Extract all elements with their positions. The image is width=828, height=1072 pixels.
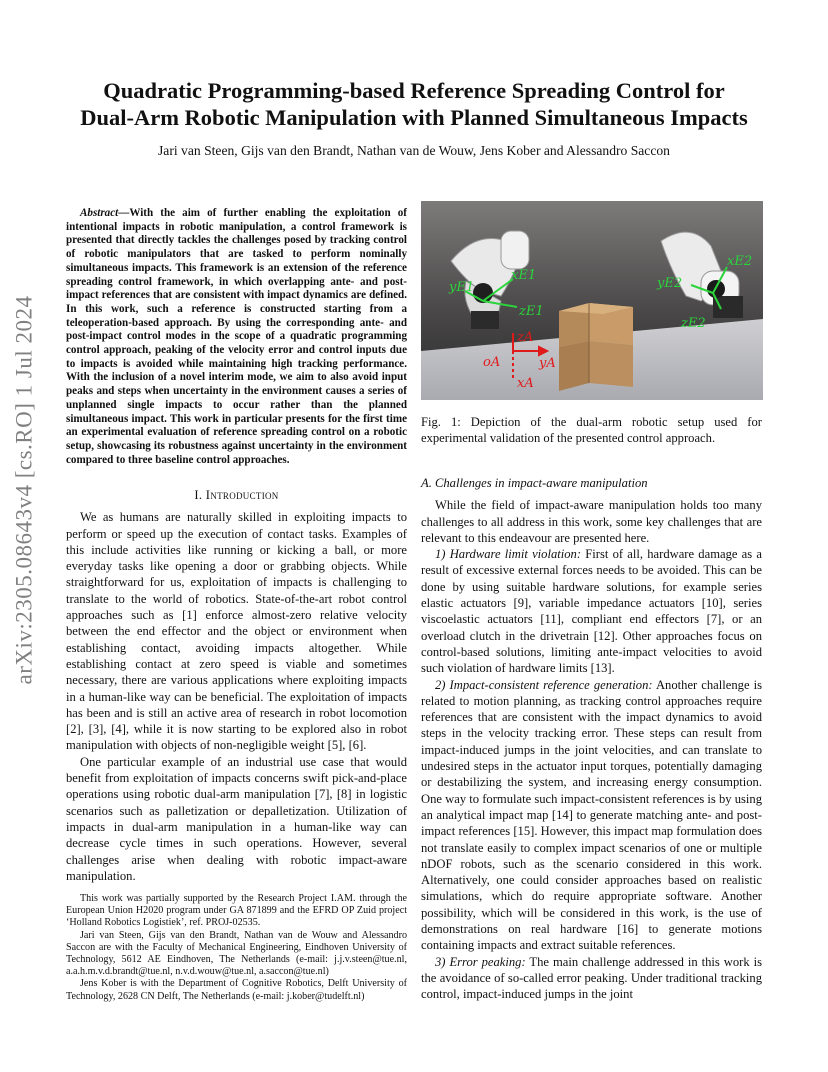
paragraph-heading: 1) Hardware limit violation: [435,547,582,562]
challenges-intro-paragraph: While the field of impact-aware manipulation holds too many challenges to all address in this work, some key challenges that are relevant to this endeavour are presented here. [421,498,762,545]
footnotes [66,893,407,1003]
section-heading [66,487,407,503]
label-zE1: zE1 [519,304,544,319]
figure-robot-setup [421,201,763,400]
introduction-section [66,487,407,884]
label-yA: yA [539,356,556,371]
title-line-2: Dual-Arm Robotic Manipulation with Planned Simultaneous Impacts [80,105,748,130]
figure-caption: Fig. 1: Depiction of the dual-arm robotic setup used for experimental validation of the presented control approach. [421,415,762,446]
paragraph-heading: 2) Impact-consistent reference generation: [435,677,653,692]
label-xA: xA [517,376,534,391]
cardboard-boxes [559,303,633,391]
arxiv-stamp [10,295,40,685]
footnote-affiliation-tue: Jari van Steen, Gijs van den Brandt, Nathan van de Wouw and Alessandro Saccon are with the Faculty of Mechanical Engineering, Eindhoven University of Technology, 5612 AE Eindhoven, The Netherlands (e-mail: j.j.v.steen@tue.nl, a.a.h.m.v.d.brandt@tue.nl, n.v.d.wouw@tue.nl, a.saccon@tue.nl) [66,929,407,978]
label-zE2: zE2 [681,316,706,331]
challenges-section [421,475,762,1003]
label-yE2: yE2 [657,276,683,291]
intro-paragraph-2: One particular example of an industrial use case that would benefit from exploitation of impacts concerns swift pick-and-place operations using robotic dual-arm manipulation [7], [8] in logistic scenarios such as palletization or depalletization. Utilization of impacts in dual-arm manipulation in a human-like way can decrease cycle times in such operations. However, several challenges arise when dealing with robotic impact-aware manipulation. [66,754,407,883]
intro-paragraph-1: We as humans are naturally skilled in exploiting impacts to perform or speed up the execution of contact tasks. Examples of this include activities like running or kicking a ball, or more everyday tasks like opening a door or grabbing objects. While straightforward for us, exploitation of impacts is challenging to translate to the world of robotics. State-of-the-art robot control approaches such as [1] enforce almost-zero relative velocity between the end effector and the object or environment when establishing contact, avoiding impacts altogether. While establishing contact at zero speed is viable and sometimes necessary, there are various applications where exploiting impacts in a human-like way can be beneficial. The exploitation of impacts has been and is still an active area of research in robot locomotion [2], [3], [4], while it is now starting to be explored also in robot manipulation with objects of non-negligible weight [5], [6]. [66,510,407,753]
label-xE2: xE2 [727,254,753,269]
section-title: Introduction [205,488,279,502]
abstract-label: Abstract [80,207,119,219]
paragraph-text: First of all, hardware damage as a result of excessive external forces needs to be avoided. This can be done by using suitable hardware solutions, for example series elastic actuators [9], variable impedance actuators [10], series viscoelastic actuators [11], compliant end effectors [7], or an overload clutch in the drivetrain [12]. Other approaches focus on control-based solutions, limiting ante-impact velocities to avoid such violation of hardware limits [13]. [421,547,762,676]
hardware-limit-paragraph [421,546,762,676]
paragraph-text: The main challenge addressed in this work is the avoidance of so-called error peaking. Under traditional tracking control, impact-induced jumps in the joint [421,954,762,1002]
reference-generation-paragraph [421,677,762,954]
subsection-heading: A. Challenges in impact-aware manipulation [421,476,648,490]
paper-title [50,77,778,131]
paragraph-text: Another challenge is related to motion planning, as tracking control approaches require references that are consistent with the impact dynamics to avoid steps in the velocity tracking error. These steps can result from impact-induced jumps in the joint velocities, and can translate to undesired steps in the actuator input torques, potentially damaging or destabilizing the system, and increasing energy consumption. One way to formulate such impact-consistent references is by using an analytical impact map [14] to generate matching ante- and post-impact references [15]. However, this impact map formulation does not translate easily to complex impact scenarios of one or multiple nDOF robots, such as the scenario considered in this work. Alternatively, one could consider approaches based on realistic simulations, which do require appropriate software. Another possibility, which will be considered in this work, is the use of demonstrations on real hardware [16] to generate motions containing impacts and extract suitable references. [421,677,763,953]
abstract [66,207,407,467]
paragraph-heading: 3) Error peaking: [435,954,526,969]
abstract-text: —With the aim of further enabling the exploitation of intentional impacts in robotic manipulation, a control framework is presented that directly tackles the challenges posed by tracking control of robotic manipulators that are tasked to perform nominally simultaneous impacts. This framework is an extension of the reference spreading control framework, in which overlapping ante- and post-impact references that are consistent with impact dynamics are defined. In this work, such a reference is constructed starting from a teleoperation-based approach. By using the corresponding ante- and post-impact control modes in the scope of a quadratic programming control approach, peaking of the velocity error and control inputs due to impacts is avoided while maintaining high tracking performance. With the inclusion of a novel interim mode, we aim to also avoid input peaks and steps when uncertainty in the environment causes a series of unplanned single impacts to occur rather than the planned simultaneous impact. This work in particular presents for the first time an experimental evaluation of reference spreading control on a robotic setup, showcasing its robustness against uncertainty in the environment compared to three baseline control approaches. [66,207,407,466]
label-zA: zA [517,330,534,345]
label-yE1: yE1 [449,280,475,295]
footnote-funding: This work was partially supported by the Research Project I.AM. through the European Union H2020 program under GA 871899 and the EFRD OP Zuid project ‘Holland Robotics Logistiek’, ref. PROJ-02535. [66,893,407,929]
label-xE1: xE1 [511,268,537,283]
error-peaking-paragraph [421,954,762,1003]
label-oA: oA [483,355,501,370]
arxiv-id: arXiv:2305.08643v4 [cs.RO] 1 Jul 2024 [12,295,37,685]
title-line-1: Quadratic Programming-based Reference Spreading Control for [103,78,725,103]
author-list: Jari van Steen, Gijs van den Brandt, Nathan van de Wouw, Jens Kober and Alessandro Saccon [158,143,670,158]
footnote-affiliation-delft: Jens Kober is with the Department of Cognitive Robotics, Delft University of Technology, 2628 CN Delft, The Netherlands (e-mail: j.kober@tudelft.nl) [66,978,407,1002]
section-number: I. [194,488,203,502]
